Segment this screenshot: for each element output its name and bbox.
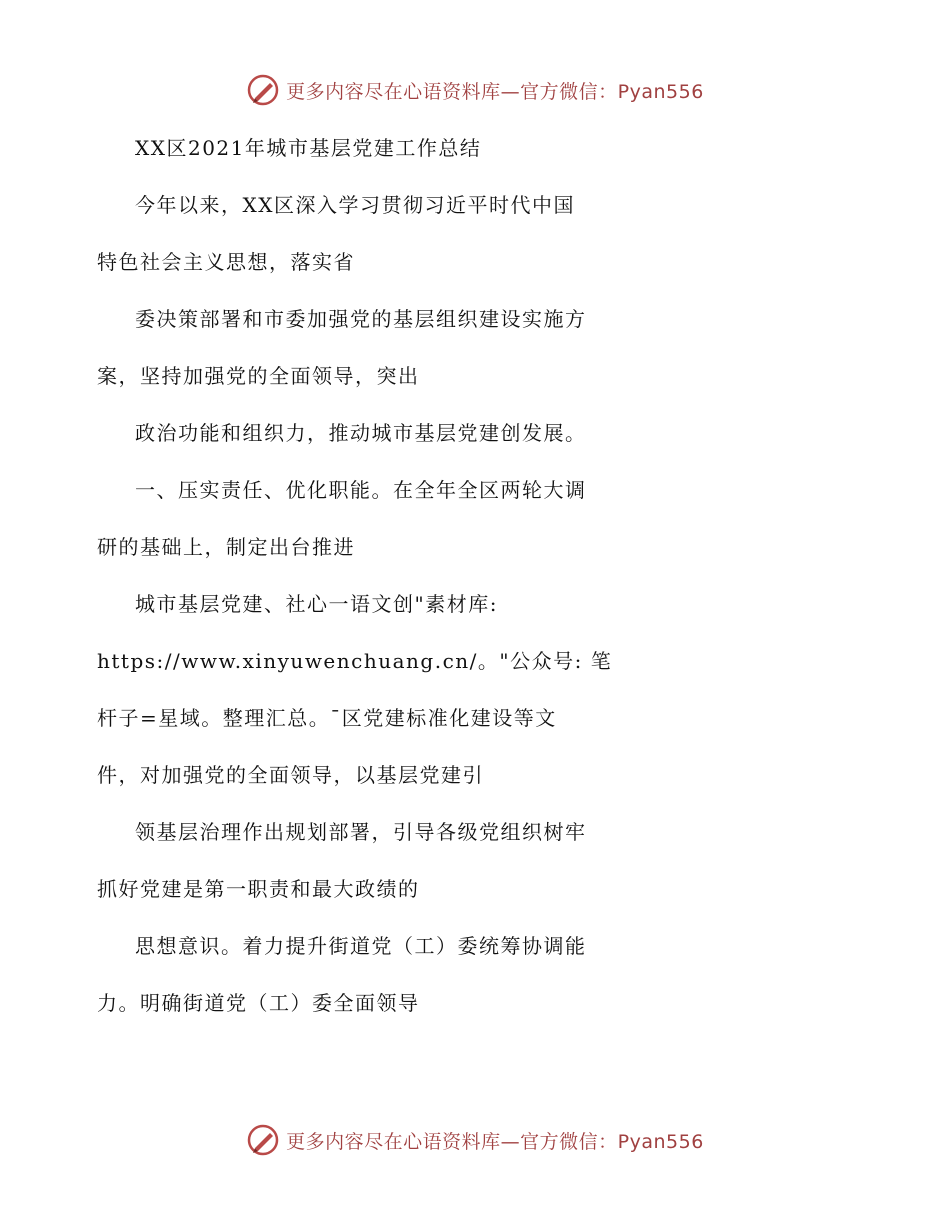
footer-banner-inner — [246, 1123, 704, 1157]
text-line: 一、压实责任、优化职能。在全年全区两轮大调 — [135, 478, 587, 502]
text-line: 杆子=星域。整理汇总。¯区党建标准化建设等文 — [97, 706, 557, 730]
document-body — [97, 120, 857, 1032]
text-line: 力。明确街道党（工）委全面领导 — [97, 991, 420, 1015]
header-banner — [0, 70, 950, 110]
text-line: https://www.xinyuwenchuang.cn/。"公众号: 笔 — [97, 649, 613, 673]
text-line: XX区2021年城市基层党建工作总结 — [135, 136, 482, 160]
text-line: 思想意识。着力提升街道党（工）委统筹协调能 — [135, 934, 587, 958]
text-line: 城市基层党建、社心一语文创"素材库: — [135, 592, 498, 616]
pen-logo-icon — [246, 1123, 280, 1157]
footer-banner-text: 更多内容尽在心语资料库—官方微信：Pyan556 — [286, 1130, 704, 1153]
text-line: 特色社会主义思想，落实省 — [97, 250, 355, 274]
text-line: 研的基础上，制定出台推进 — [97, 535, 355, 559]
header-banner-inner — [246, 73, 704, 107]
pen-logo-icon — [246, 73, 280, 107]
header-banner-text: 更多内容尽在心语资料库—官方微信：Pyan556 — [286, 80, 704, 103]
text-line: 案，坚持加强党的全面领导，突出 — [97, 364, 420, 388]
text-line: 领基层治理作出规划部署，引导各级党组织树牢 — [135, 820, 587, 844]
footer-banner — [0, 1120, 950, 1160]
text-line: 抓好党建是第一职责和最大政绩的 — [97, 877, 420, 901]
text-line: 今年以来，XX区深入学习贯彻习近平时代中国 — [135, 193, 575, 217]
text-line: 政治功能和组织力，推动城市基层党建创发展。 — [135, 421, 587, 445]
text-line: 委决策部署和市委加强党的基层组织建设实施方 — [135, 307, 587, 331]
text-line: 件，对加强党的全面领导，以基层党建引 — [97, 763, 484, 787]
